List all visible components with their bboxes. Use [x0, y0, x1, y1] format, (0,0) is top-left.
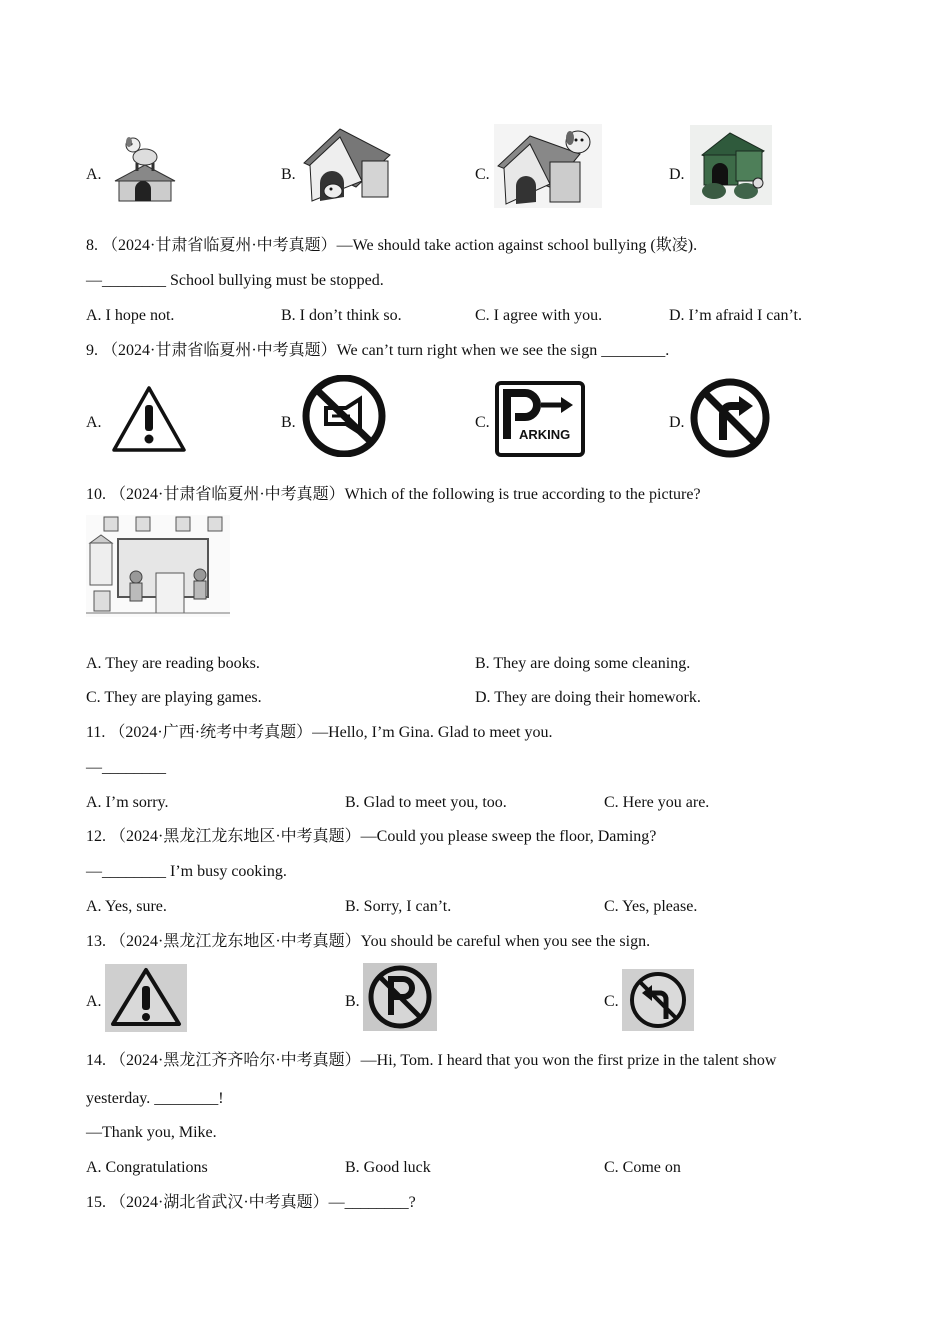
- q12-option-b: B. Sorry, I can’t.: [345, 898, 452, 915]
- q14-option-a: A. Congratulations: [86, 1159, 208, 1176]
- dog-behind-doghouse-image: [494, 124, 602, 208]
- q10-option-c: C. They are playing games.: [86, 689, 262, 706]
- dog-on-doghouse-image: [107, 133, 183, 203]
- q13-option-b-label: B.: [345, 993, 360, 1010]
- q11-option-b: B. Glad to meet you, too.: [345, 794, 507, 811]
- no-left-turn-sign-icon: [622, 969, 694, 1031]
- q9-stem: 9. （2024·甘肃省临夏州·中考真题）We can’t turn right when we see the sign ________.: [86, 342, 670, 359]
- parking-right-sign-icon: [495, 381, 585, 457]
- q9-option-a-label: A.: [86, 414, 102, 431]
- no-right-turn-sign-icon: [689, 378, 771, 458]
- q11-option-c: C. Here you are.: [604, 794, 710, 811]
- no-parking-sign-icon: [363, 963, 437, 1031]
- q10-option-a: A. They are reading books.: [86, 655, 260, 672]
- q10-stem: 10. （2024·甘肃省临夏州·中考真题）Which of the following is true according to the picture?: [86, 486, 701, 503]
- q13-stem: 13. （2024·黑龙江龙东地区·中考真题）You should be careful when you see the sign.: [86, 933, 651, 950]
- classroom-picture: [86, 515, 230, 617]
- parking-sign-text: ARKING: [519, 427, 571, 442]
- q12-option-c: C. Yes, please.: [604, 898, 698, 915]
- no-honking-sign-icon: [302, 375, 386, 457]
- q10-option-d: D. They are doing their homework.: [475, 689, 701, 706]
- q12-stem: 12. （2024·黑龙江龙东地区·中考真题）—Could you please sweep the floor, Daming?: [86, 828, 657, 845]
- q7-option-d-label: D.: [669, 166, 685, 183]
- q14-stem-continued: yesterday. ________!: [86, 1090, 224, 1107]
- q13-option-a-label: A.: [86, 993, 102, 1010]
- q15-stem: 15. （2024·湖北省武汉·中考真题）—________?: [86, 1194, 416, 1211]
- q14-option-b: B. Good luck: [345, 1159, 431, 1176]
- q14-reply: —Thank you, Mike.: [86, 1124, 217, 1141]
- q7-option-a-label: A.: [86, 166, 102, 183]
- q8-reply: —________ School bullying must be stopped.: [86, 272, 384, 289]
- q7-option-c-label: C.: [475, 166, 490, 183]
- q9-option-b-label: B.: [281, 414, 296, 431]
- q13-option-c-label: C.: [604, 993, 619, 1010]
- q12-reply: —________ I’m busy cooking.: [86, 863, 287, 880]
- q12-option-a: A. Yes, sure.: [86, 898, 167, 915]
- warning-triangle-sign-icon: [105, 964, 187, 1032]
- q10-option-b: B. They are doing some cleaning.: [475, 655, 691, 672]
- q11-option-a: A. I’m sorry.: [86, 794, 169, 811]
- q11-stem: 11. （2024·广西·统考中考真题）—Hello, I’m Gina. Glad to meet you.: [86, 724, 553, 741]
- q14-stem: 14. （2024·黑龙江齐齐哈尔·中考真题）—Hi, Tom. I heard that you won the first prize in the talent show: [86, 1052, 777, 1069]
- q8-option-a: A. I hope not.: [86, 307, 175, 324]
- q9-option-d-label: D.: [669, 414, 685, 431]
- q11-reply: —________: [86, 759, 166, 776]
- q8-option-d: D. I’m afraid I can’t.: [669, 307, 802, 324]
- q8-stem: 8. （2024·甘肃省临夏州·中考真题）—We should take action against school bullying (欺凌).: [86, 237, 698, 254]
- dog-inside-doghouse-image: [300, 125, 394, 205]
- q7-option-b-label: B.: [281, 166, 296, 183]
- warning-triangle-sign-icon: [111, 385, 187, 453]
- q8-option-b: B. I don’t think so.: [281, 307, 402, 324]
- q8-option-c: C. I agree with you.: [475, 307, 603, 324]
- q14-option-c: C. Come on: [604, 1159, 681, 1176]
- dog-beside-doghouse-image: [690, 125, 772, 205]
- q9-option-c-label: C.: [475, 414, 490, 431]
